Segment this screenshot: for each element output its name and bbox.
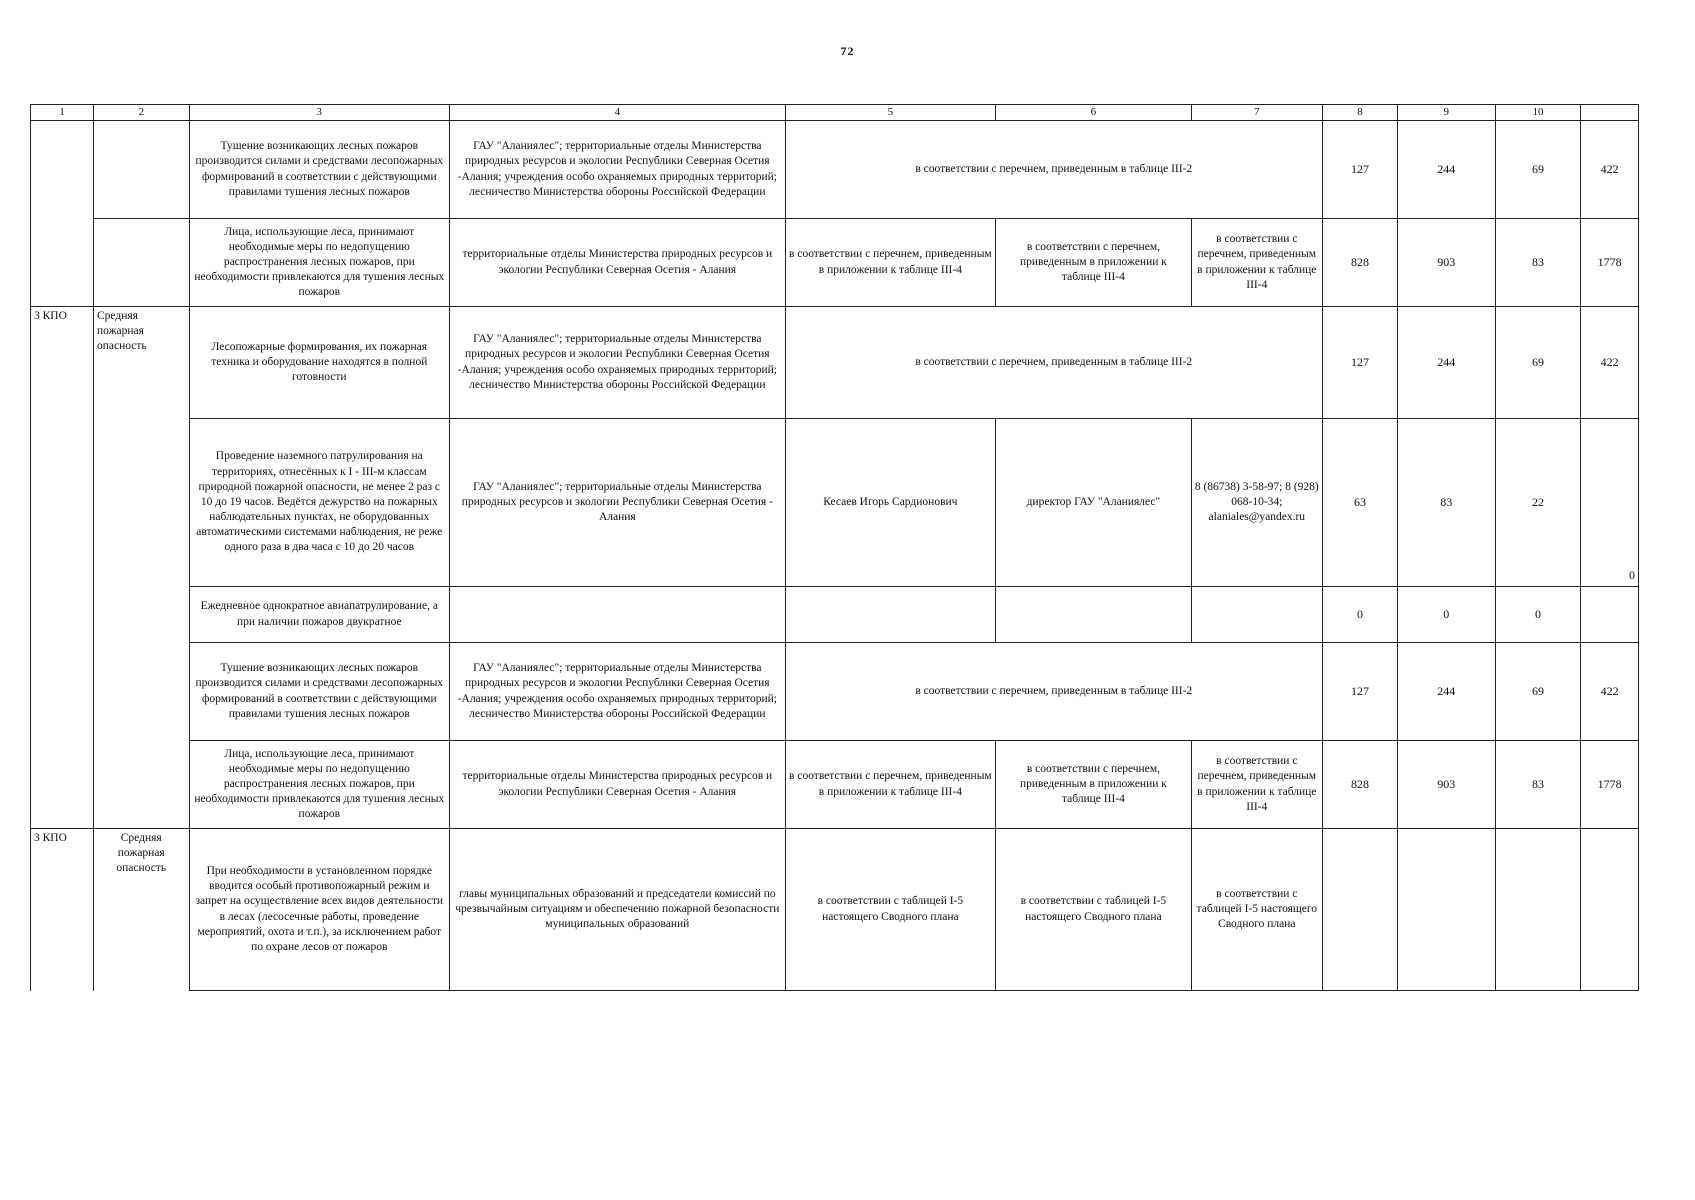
executor-cell: ГАУ "Аланиялес"; территориальные отделы Министерства природных ресурсов и экологии Республики Северная Осетия -Алания; учреждения особо охраняемых природных территорий; лесничество Министерства обороны Российской Федерации [450,307,785,419]
value-cell: 69 [1495,307,1581,419]
table-cell [93,219,189,307]
reference-cell: в соответствии с перечнем, приведенным в таблице III-2 [785,643,1322,741]
value-cell: 83 [1495,219,1581,307]
value-cell: 83 [1495,741,1581,829]
measure-cell: Лица, использующие леса, принимают необходимые меры по недопущению распространения лесных пожаров, при необходимости привлекаются для тушения лесных пожаров [189,741,450,829]
table-row [31,307,1639,419]
table-cell [31,219,94,307]
responsible-cell: Кесаев Игорь Сардионович [785,419,996,587]
value-cell: 422 [1581,643,1639,741]
page-number: 72 [840,44,855,58]
fire-class-code: 3 КПО [31,307,94,419]
value-cell: 244 [1397,643,1495,741]
responsible-cell: в соответствии с перечнем, приведенным в приложении к таблице III-4 [785,219,996,307]
table-cell [93,587,189,643]
value-cell: 63 [1322,419,1397,587]
header-cell: 3 [189,105,450,121]
value-cell: 69 [1495,643,1581,741]
value-cell [1581,829,1639,991]
table-cell [31,643,94,741]
fire-plan-table [30,104,1639,991]
contact-cell: 8 (86738) 3-58-97; 8 (928) 068-10-34; alaniales@yandex.ru [1191,419,1322,587]
contact-cell: в соответствии с перечнем, приведенным в приложении к таблице III-4 [1191,741,1322,829]
value-cell: 903 [1397,219,1495,307]
contact-cell: в соответствии с перечнем, приведенным в приложении к таблице III-4 [1191,219,1322,307]
position-cell: директор ГАУ "Аланиялес" [996,419,1191,587]
fire-danger-level: Средняя пожарная опасность [93,307,189,419]
value-cell: 828 [1322,741,1397,829]
executor-cell: территориальные отделы Министерства природных ресурсов и экологии Республики Северная Осетия - Алания [450,219,785,307]
executor-cell: ГАУ "Аланиялес"; территориальные отделы Министерства природных ресурсов и экологии Республики Северная Осетия -Алания; учреждения особо охраняемых природных территорий; лесничество Министерства обороны Российской Федерации [450,121,785,219]
executor-cell [450,587,785,643]
position-cell: в соответствии с таблицей I-5 настоящего Сводного плана [996,829,1191,991]
header-cell: 2 [93,105,189,121]
table-cell [31,587,94,643]
header-cell: 4 [450,105,785,121]
table-row [31,419,1639,587]
value-cell: 422 [1581,121,1639,219]
value-cell: 127 [1322,643,1397,741]
executor-cell: ГАУ "Аланиялес"; территориальные отделы Министерства природных ресурсов и экологии Республики Северная Осетия -Алания; учреждения особо охраняемых природных территорий; лесничество Министерства обороны Российской Федерации [450,643,785,741]
header-cell: 5 [785,105,996,121]
contact-cell: в соответствии с таблицей I-5 настоящего Сводного плана [1191,829,1322,991]
value-cell: 0 [1581,419,1639,587]
table-cell [93,643,189,741]
executor-cell: ГАУ "Аланиялес"; территориальные отделы Министерства природных ресурсов и экологии Республики Северная Осетия - Алания [450,419,785,587]
fire-class-code: 3 КПО [31,829,94,991]
value-cell [1581,587,1639,643]
measure-cell: Ежедневное однократное авиапатрулирование, а при наличии пожаров двукратное [189,587,450,643]
table-cell [31,741,94,829]
header-cell: 10 [1495,105,1581,121]
value-cell: 244 [1397,121,1495,219]
table-cell [31,121,94,219]
value-cell: 69 [1495,121,1581,219]
value-cell: 0 [1322,587,1397,643]
responsible-cell [785,587,996,643]
position-cell: в соответствии с перечнем, приведенным в приложении к таблице III-4 [996,741,1191,829]
value-cell: 22 [1495,419,1581,587]
reference-cell: в соответствии с перечнем, приведенным в таблице III-2 [785,121,1322,219]
header-cell [1581,105,1639,121]
position-cell [996,587,1191,643]
value-cell: 0 [1495,587,1581,643]
table-cell [31,419,94,587]
position-cell: в соответствии с перечнем, приведенным в приложении к таблице III-4 [996,219,1191,307]
value-cell [1322,829,1397,991]
value-cell: 127 [1322,307,1397,419]
value-cell: 422 [1581,307,1639,419]
header-cell: 7 [1191,105,1322,121]
measure-cell: Тушение возникающих лесных пожаров производится силами и средствами лесопожарных формирований в соответствии с действующими правилами тушения лесных пожаров [189,643,450,741]
table-cell [93,121,189,219]
value-cell: 0 [1397,587,1495,643]
measure-cell: Лица, использующие леса, принимают необходимые меры по недопущению распространения лесных пожаров, при необходимости привлекаются для тушения лесных пожаров [189,219,450,307]
value-cell [1495,829,1581,991]
table-row [31,219,1639,307]
reference-cell: в соответствии с перечнем, приведенным в таблице III-2 [785,307,1322,419]
table-cell [93,741,189,829]
table-row [31,587,1639,643]
measure-cell: Лесопожарные формирования, их пожарная техника и оборудование находятся в полной готовности [189,307,450,419]
header-cell: 9 [1397,105,1495,121]
contact-cell [1191,587,1322,643]
value-cell: 903 [1397,741,1495,829]
header-cell: 1 [31,105,94,121]
measure-cell: Проведение наземного патрулирования на территориях, отнесённых к I - III-м классам природной пожарной опасности, не менее 2 раз с 10 до 19 часов. Ведётся дежурство на пожарных наблюдательных пунктах, не оборудованных автоматическими системами наблюдения, не реже одного раза в два часа с 10 до 20 часов [189,419,450,587]
executor-cell: территориальные отделы Министерства природных ресурсов и экологии Республики Северная Осетия - Алания [450,741,785,829]
value-cell [1397,829,1495,991]
table-row [31,829,1639,991]
table-row [31,741,1639,829]
table-row [31,643,1639,741]
table-row [31,121,1639,219]
header-row [31,105,1639,121]
value-cell: 244 [1397,307,1495,419]
table-cell [93,419,189,587]
header-cell: 8 [1322,105,1397,121]
measure-cell: Тушение возникающих лесных пожаров производится силами и средствами лесопожарных формирований в соответствии с действующими правилами тушения лесных пожаров [189,121,450,219]
value-cell: 1778 [1581,219,1639,307]
value-cell: 127 [1322,121,1397,219]
value-cell: 83 [1397,419,1495,587]
value-cell: 1778 [1581,741,1639,829]
responsible-cell: в соответствии с перечнем, приведенным в приложении к таблице III-4 [785,741,996,829]
executor-cell: главы муниципальных образований и председатели комиссий по чрезвычайным ситуациям и обеспечению пожарной безопасности муниципальных образований [450,829,785,991]
fire-danger-level: Средняя пожарная опасность [93,829,189,991]
header-cell: 6 [996,105,1191,121]
measure-cell: При необходимости в установленном порядке вводится особый противопожарный режим и запрет на осуществление всех видов деятельности в лесах (лесосечные работы, проведение мероприятий, охота и т.п.), за исключением работ по охране лесов от пожаров [189,829,450,991]
responsible-cell: в соответствии с таблицей I-5 настоящего Сводного плана [785,829,996,991]
value-cell: 828 [1322,219,1397,307]
